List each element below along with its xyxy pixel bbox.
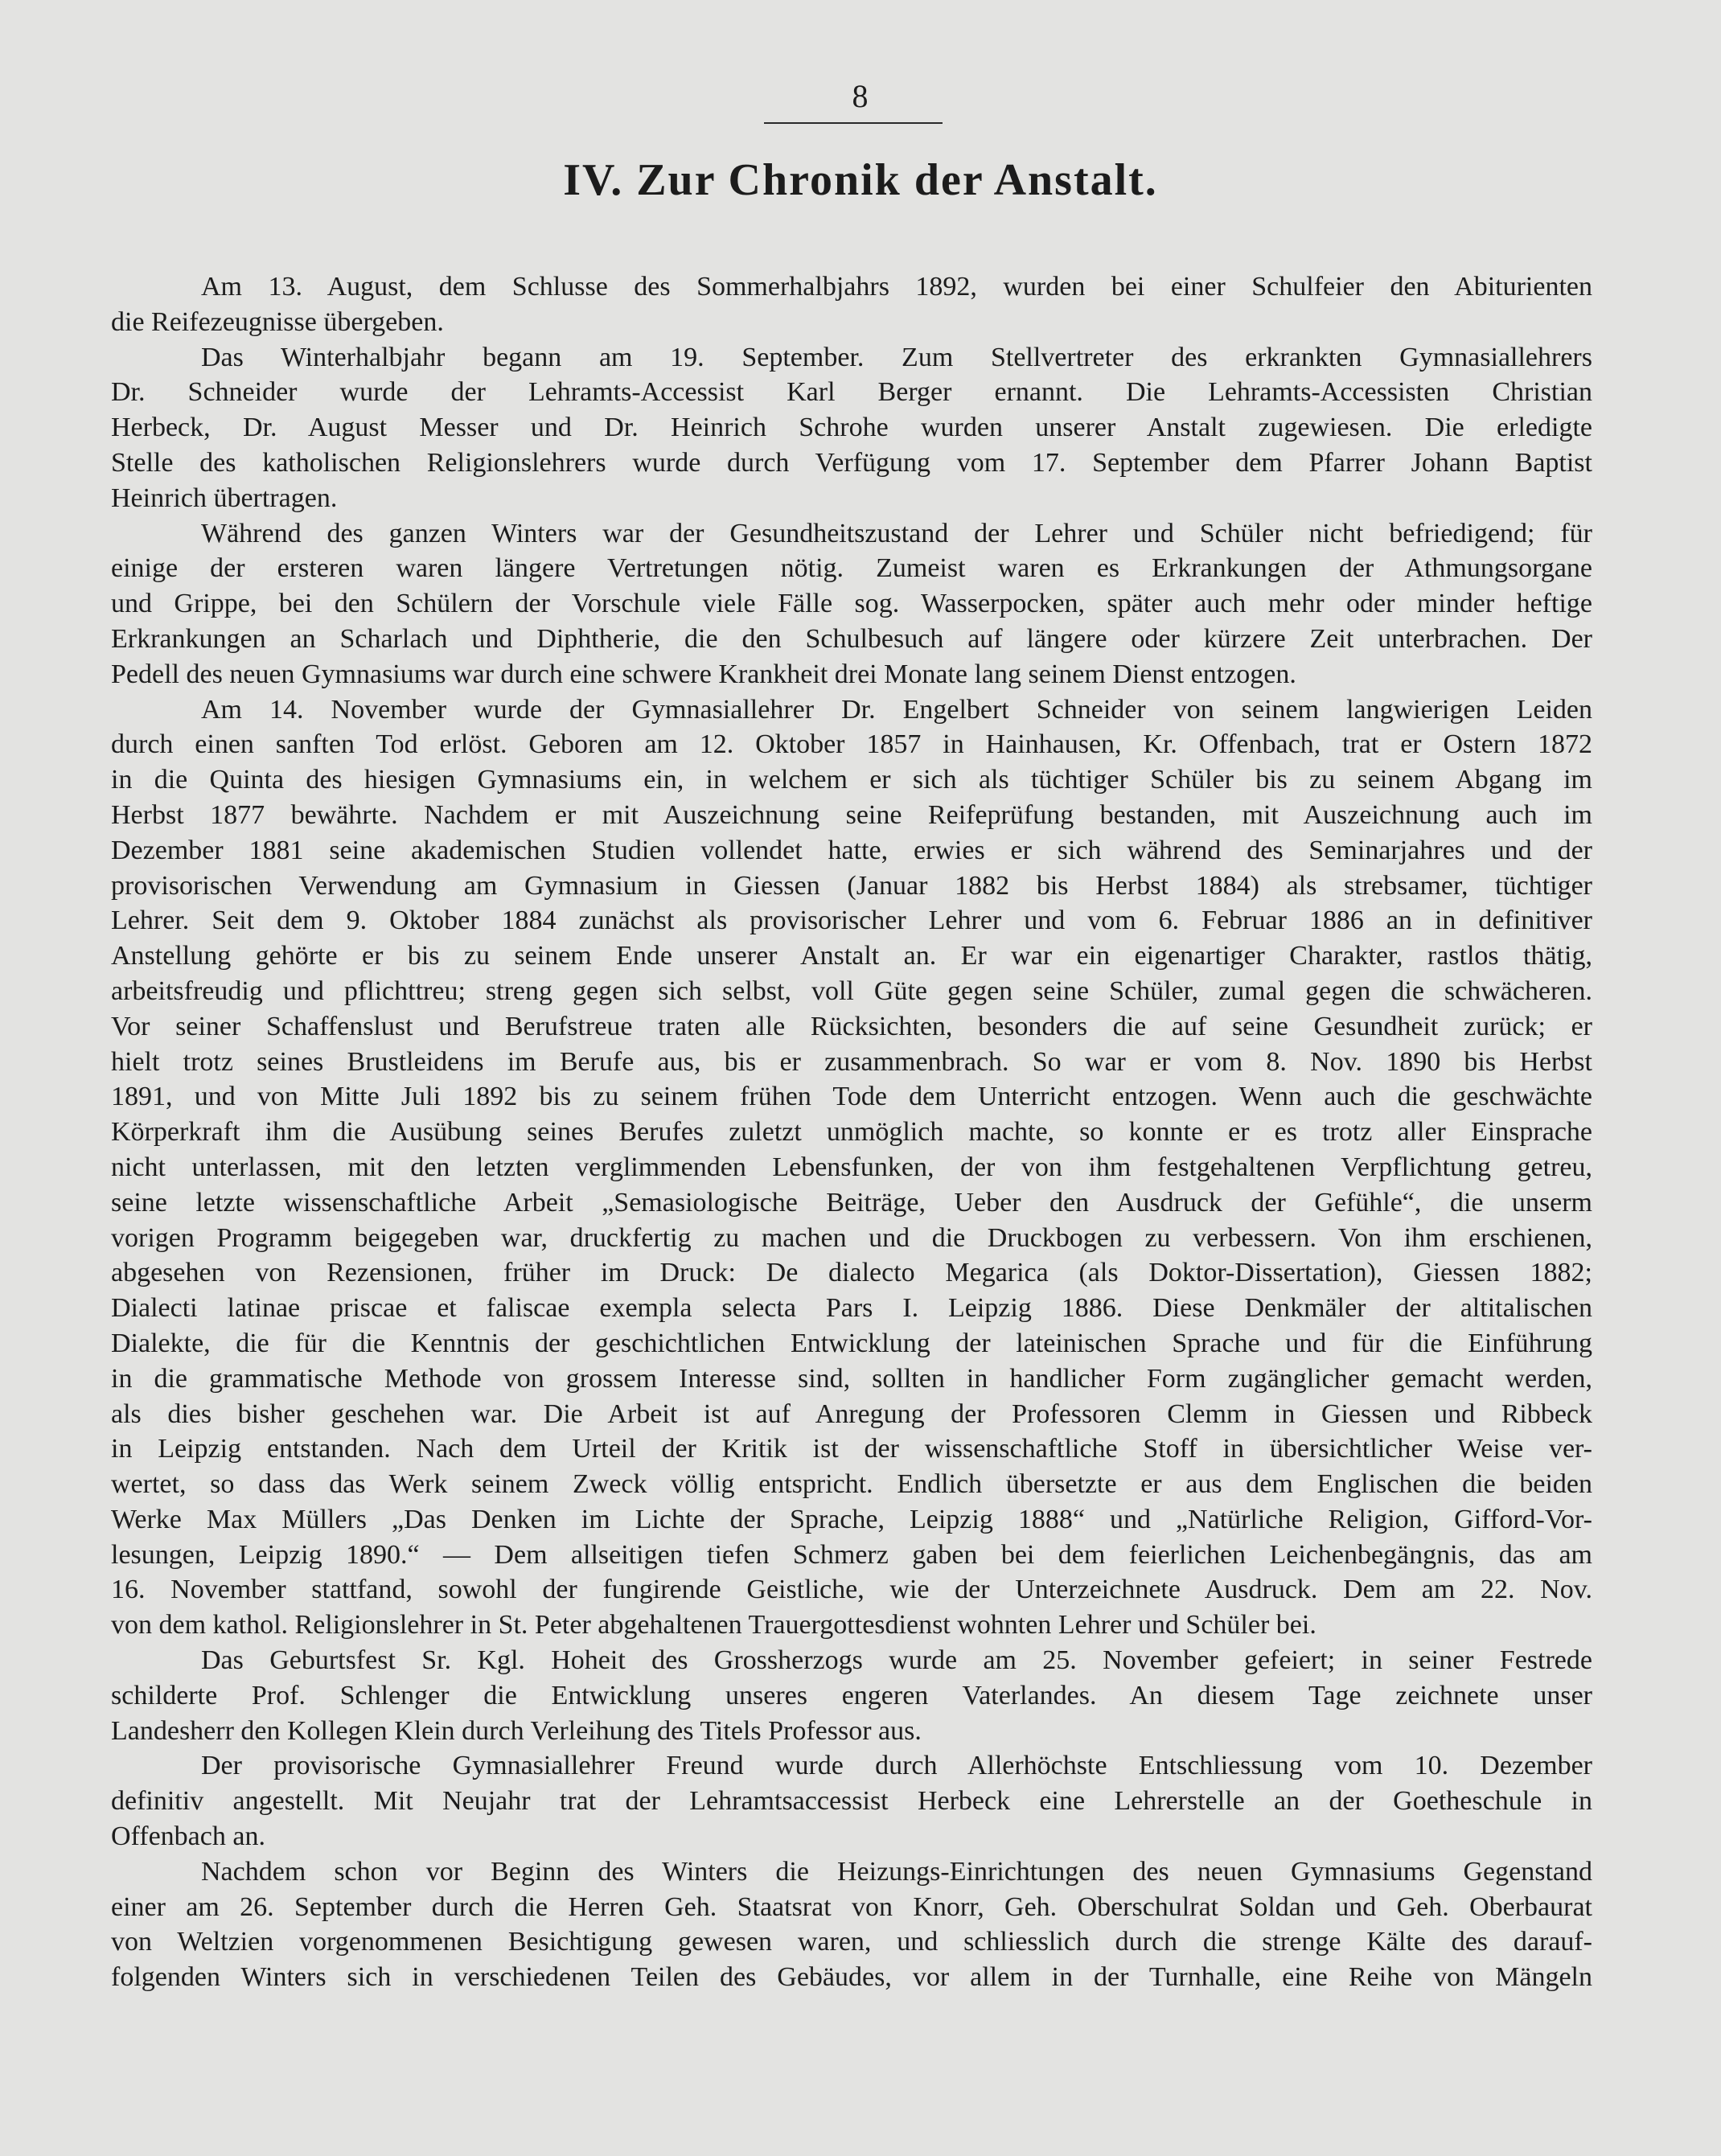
- page-title: IV. Zur Chronik der Anstalt.: [563, 155, 1158, 205]
- text-line: vorigen Programm beigegeben war, druckfertig zu machen und die Druckbogen zu verbessern. Von ihm erschienen,: [111, 1222, 1592, 1253]
- text-line: Lehrer. Seit dem 9. Oktober 1884 zunächst als provisorischer Lehrer und vom 6. Februar 1886 an in definitiver: [111, 906, 1592, 936]
- text-line: in Leipzig entstanden. Nach dem Urteil der Kritik ist der wissenschaftliche Stoff in übersichtlicher Weise ver-: [111, 1434, 1592, 1464]
- page-number-rule: [764, 122, 943, 124]
- text-line: Landesherr den Kollegen Klein durch Verleihung des Titels Professor aus.: [111, 1715, 922, 1746]
- text-line: durch einen sanften Tod erlöst. Geboren am 12. Oktober 1857 in Hainhausen, Kr. Offenbach, trat er Ostern 1872: [111, 729, 1592, 760]
- text-line: Der provisorische Gymnasiallehrer Freund wurde durch Allerhöchste Entschliessung vom 10. Dezember: [201, 1751, 1592, 1781]
- text-line: schilderte Prof. Schlenger die Entwicklung unseres engeren Vaterlandes. An diesem Tage zeichnete unser: [111, 1680, 1592, 1710]
- page-number: 8: [852, 78, 869, 114]
- text-line: Das Winterhalbjahr begann am 19. September. Zum Stellvertreter des erkrankten Gymnasiallehrers: [201, 342, 1592, 372]
- text-line: hielt trotz seines Brustleidens im Berufe aus, bis er zusammenbrach. So war er vom 8. Nov. 1890 bis Herbst: [111, 1046, 1592, 1077]
- text-line: Am 14. November wurde der Gymnasiallehrer Dr. Engelbert Schneider von seinem langwierigen Leiden: [201, 694, 1592, 725]
- text-line: 16. November stattfand, sowohl der fungirende Geistliche, wie der Unterzeichnete Ausdruck. Dem am 22. Nov.: [111, 1575, 1592, 1605]
- text-line: Pedell des neuen Gymnasiums war durch eine schwere Krankheit drei Monate lang seinem Dienst entzogen.: [111, 659, 1296, 689]
- text-line: Herbst 1877 bewährte. Nachdem er mit Auszeichnung seine Reifeprüfung bestanden, mit Auszeichnung auch im: [111, 799, 1592, 830]
- text-line: folgenden Winters sich in verschiedenen Teilen des Gebäudes, vor allem in der Turnhalle, eine Reihe von Mängeln: [111, 1962, 1592, 1993]
- text-line: Nachdem schon vor Beginn des Winters die Heizungs-Einrichtungen des neuen Gymnasiums Gegenstand: [201, 1856, 1592, 1887]
- text-line: Das Geburtsfest Sr. Kgl. Hoheit des Grossherzogs wurde am 25. November gefeiert; in seiner Festrede: [201, 1645, 1592, 1676]
- text-line: seine letzte wissenschaftliche Arbeit „Semasiologische Beiträge, Ueber den Ausdruck der Gefühle“, die unserm: [111, 1187, 1592, 1218]
- text-line: Am 13. August, dem Schlusse des Sommerhalbjahrs 1892, wurden bei einer Schulfeier den Abiturienten: [201, 272, 1592, 302]
- text-line: Anstellung gehörte er bis zu seinem Ende unserer Anstalt an. Er war ein eigenartiger Charakter, rastlos thätig,: [111, 941, 1592, 971]
- text-line: nicht unterlassen, mit den letzten verglimmenden Lebensfunken, der von ihm festgehaltenen Verpflichtung getreu,: [111, 1152, 1592, 1182]
- text-line: Heinrich übertragen.: [111, 483, 338, 513]
- text-line: als dies bisher geschehen war. Die Arbeit ist auf Anregung der Professoren Clemm in Giessen und Ribbeck: [111, 1398, 1592, 1429]
- text-line: definitiv angestellt. Mit Neujahr trat der Lehramtsaccessist Herbeck eine Lehrerstelle an der Goetheschule in: [111, 1786, 1592, 1817]
- text-line: Werke Max Müllers „Das Denken im Lichte der Sprache, Leipzig 1888“ und „Natürliche Religion, Gifford-Vor-: [111, 1504, 1592, 1534]
- text-line: und Grippe, bei den Schülern der Vorschule viele Fälle sog. Wasserpocken, später auch mehr oder minder heftige: [111, 589, 1592, 619]
- text-line: abgesehen von Rezensionen, früher im Druck: De dialecto Megarica (als Doktor-Dissertation), Giessen 1882;: [111, 1258, 1592, 1288]
- text-line: Stelle des katholischen Religionslehrers wurde durch Verfügung vom 17. September dem Pfarrer Johann Baptist: [111, 447, 1592, 478]
- text-line: von Weltzien vorgenommenen Besichtigung gewesen waren, und schliesslich durch die strenge Kälte des darauf-: [111, 1927, 1592, 1957]
- text-line: von dem kathol. Religionslehrer in St. Peter abgehaltenen Trauergottesdienst wohnten Lehrer und Schüler bei.: [111, 1610, 1316, 1641]
- text-line: die Reifezeugnisse übergeben.: [111, 306, 444, 337]
- text-line: einige der ersteren waren längere Vertretungen nötig. Zumeist waren es Erkrankungen der Athmungsorgane: [111, 553, 1592, 584]
- text-line: Während des ganzen Winters war der Gesundheitszustand der Lehrer und Schüler nicht befriedigend; für: [201, 518, 1592, 548]
- text-line: wertet, so dass das Werk seinem Zweck völlig entspricht. Endlich übersetzte er aus dem Englischen die beiden: [111, 1469, 1592, 1500]
- text-line: einer am 26. September durch die Herren Geh. Staatsrat von Knorr, Geh. Oberschulrat Soldan und Geh. Oberbaurat: [111, 1891, 1592, 1922]
- text-line: in die grammatische Methode von grossem Interesse sind, sollten in handlicher Form zugänglicher gemacht werden,: [111, 1363, 1592, 1394]
- text-line: Dezember 1881 seine akademischen Studien vollendet hatte, erwies er sich während des Seminarjahres und der: [111, 835, 1592, 865]
- text-line: Offenbach an.: [111, 1821, 265, 1852]
- text-line: Körperkraft ihm die Ausübung seines Berufes zuletzt unmöglich machte, so konnte er es trotz aller Einsprache: [111, 1117, 1592, 1148]
- text-line: Herbeck, Dr. August Messer und Dr. Heinrich Schrohe wurden unserer Anstalt zugewiesen. Die erledigte: [111, 413, 1592, 443]
- text-line: lesungen, Leipzig 1890.“ — Dem allseitigen tiefen Schmerz gaben bei dem feierlichen Leichenbegängnis, das am: [111, 1539, 1592, 1570]
- text-line: in die Quinta des hiesigen Gymnasiums ein, in welchem er sich als tüchtiger Schüler bis zu seinem Abgang im: [111, 765, 1592, 795]
- text-line: Vor seiner Schaffenslust und Berufstreue traten alle Rücksichten, besonders die auf seine Gesundheit zurück; er: [111, 1011, 1592, 1041]
- text-line: Erkrankungen an Scharlach und Diphtherie, die den Schulbesuch auf längere oder kürzere Zeit unterbrachen. Der: [111, 623, 1592, 654]
- text-line: provisorischen Verwendung am Gymnasium in Giessen (Januar 1882 bis Herbst 1884) als strebsamer, tüchtiger: [111, 870, 1592, 901]
- text-line: 1891, und von Mitte Juli 1892 bis zu seinem frühen Tode dem Unterricht entzogen. Wenn auch die geschwächte: [111, 1082, 1592, 1112]
- text-line: Dr. Schneider wurde der Lehramts-Accessist Karl Berger ernannt. Die Lehramts-Accessisten Christian: [111, 377, 1592, 408]
- chronicle-text: [111, 269, 1592, 1995]
- text-line: arbeitsfreudig und pflichttreu; streng gegen sich selbst, voll Güte gegen seine Schüler, zumal gegen die schwächeren.: [111, 975, 1592, 1006]
- text-line: Dialekte, die für die Kenntnis der geschichtlichen Entwicklung der lateinischen Sprache und für die Einführung: [111, 1328, 1592, 1358]
- text-line: Dialecti latinae priscae et faliscae exempla selecta Pars I. Leipzig 1886. Diese Denkmäler der altitalischen: [111, 1293, 1592, 1324]
